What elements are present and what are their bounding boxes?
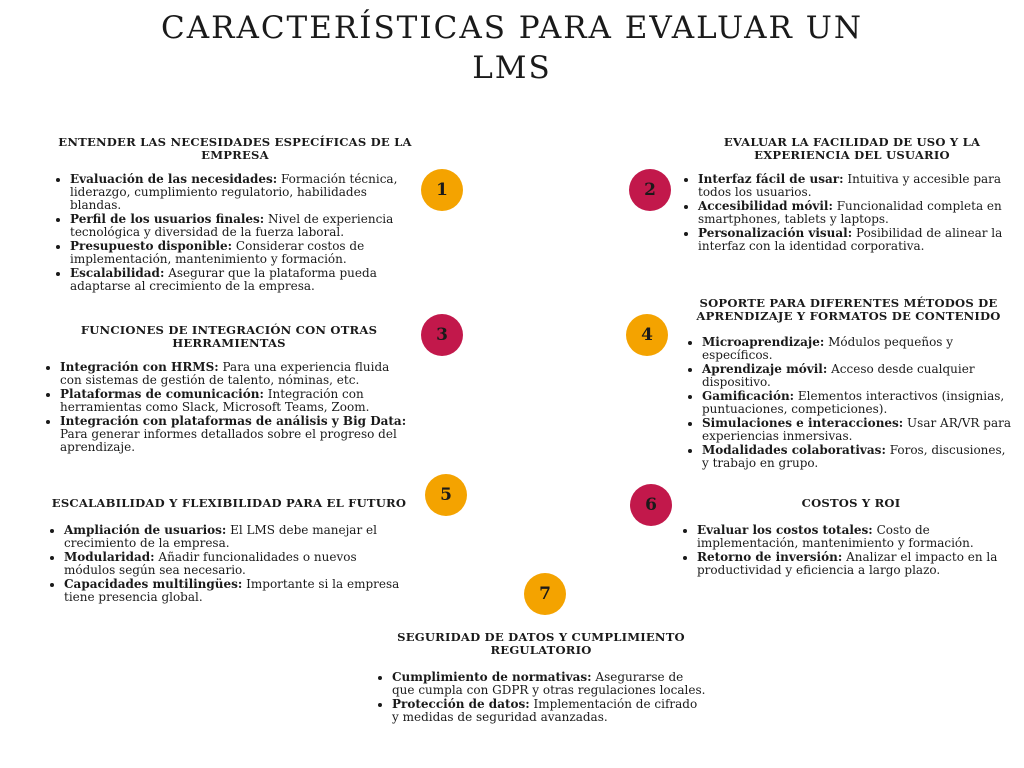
section-integration — [44, 324, 414, 455]
item-term: Escalabilidad: — [70, 266, 165, 280]
list-item — [64, 524, 410, 550]
item-text: Para una experiencia fluida con sistemas de gestión de talento, nóminas, etc. — [60, 360, 390, 387]
item-term: Evaluación de las necesidades: — [70, 172, 278, 186]
item-term: Cumplimiento de normativas: — [392, 670, 592, 684]
list-item — [392, 698, 706, 724]
item-text: Analizar el impacto en la productividad y eficiencia a largo plazo. — [697, 550, 998, 577]
item-text: Añadir funcionalidades o nuevos módulos según sea necesario. — [64, 550, 357, 577]
list-item — [698, 227, 1022, 253]
list-item — [392, 671, 706, 697]
item-text: Intuitiva y accesible para todos los usuarios. — [698, 172, 1002, 199]
section-heading: EVALUAR LA FACILIDAD DE USO Y LA EXPERIENCIA DEL USUARIO — [723, 135, 981, 162]
section-learning-methods — [686, 297, 1011, 471]
list-item — [697, 524, 1021, 550]
number-badge-5: 5 — [425, 474, 467, 516]
item-term: Aprendizaje móvil: — [702, 362, 828, 376]
item-text: Acceso desde cualquier dispositivo. — [702, 362, 975, 389]
number-badge-4: 4 — [626, 314, 668, 356]
list-item — [702, 363, 1011, 389]
list-item — [702, 336, 1011, 362]
section-heading: SOPORTE PARA DIFERENTES MÉTODOS DE APRENDIZAJE Y FORMATOS DE CONTENIDO — [696, 296, 1001, 323]
list-item — [70, 267, 420, 293]
list-item — [698, 173, 1022, 199]
list-item — [698, 200, 1022, 226]
item-term: Accesibilidad móvil: — [698, 199, 833, 213]
item-text: Asegurar que la plataforma pueda adaptarse al crecimiento de la empresa. — [70, 266, 377, 293]
list-item — [70, 173, 420, 212]
item-text: Para generar informes detallados sobre el progreso del aprendizaje. — [60, 427, 397, 454]
item-text: Usar AR/VR para experiencias inmersivas. — [702, 416, 1012, 443]
page-title: CARACTERÍSTICAS PARA EVALUAR UN LMS — [161, 10, 863, 86]
item-term: Gamificación: — [702, 389, 795, 403]
number-badge-1: 1 — [421, 169, 463, 211]
item-term: Evaluar los costos totales: — [697, 523, 873, 537]
list-item — [697, 551, 1021, 577]
item-text: Funcionalidad completa en smartphones, tablets y laptops. — [698, 199, 1002, 226]
number-badge-2: 2 — [629, 169, 671, 211]
item-text: Considerar costos de implementación, mantenimiento y formación. — [70, 239, 365, 266]
list-item — [60, 361, 414, 387]
item-term: Presupuesto disponible: — [70, 239, 233, 253]
item-term: Modularidad: — [64, 550, 155, 564]
item-term: Retorno de inversión: — [697, 550, 843, 564]
number-badge-6: 6 — [630, 484, 672, 526]
item-text: Integración con herramientas como Slack, Microsoft Teams, Zoom. — [60, 387, 370, 414]
number-badge-3: 3 — [421, 314, 463, 356]
item-text: Costo de implementación, mantenimiento y formación. — [697, 523, 974, 550]
section-heading: ENTENDER LAS NECESIDADES ESPECÍFICAS DE LA EMPRESA — [58, 135, 412, 162]
item-text: Importante si la empresa tiene presencia global. — [64, 577, 400, 604]
item-text: Asegurarse de que cumpla con GDPR y otras regulaciones locales. — [392, 670, 706, 697]
item-term: Perfil de los usuarios finales: — [70, 212, 265, 226]
list-item — [70, 240, 420, 266]
list-item — [702, 444, 1011, 470]
section-usability — [682, 136, 1022, 254]
list-item — [64, 578, 410, 604]
section-heading: COSTOS Y ROI — [801, 496, 901, 510]
section-heading: ESCALABILIDAD Y FLEXIBILIDAD PARA EL FUTURO — [51, 496, 407, 510]
list-item — [702, 390, 1011, 416]
item-text: Foros, discusiones, y trabajo en grupo. — [702, 443, 1006, 470]
item-term: Integración con HRMS: — [60, 360, 219, 374]
item-text: Elementos interactivos (insignias, puntuaciones, competiciones). — [702, 389, 1005, 416]
item-text: Formación técnica, liderazgo, cumplimiento regulatorio, habilidades blandas. — [70, 172, 398, 212]
item-text: Nivel de experiencia tecnológica y diversidad de la fuerza laboral. — [70, 212, 394, 239]
section-heading: SEGURIDAD DE DATOS Y CUMPLIMIENTO REGULATORIO — [397, 630, 685, 657]
item-term: Microaprendizaje: — [702, 335, 825, 349]
list-item — [70, 213, 420, 239]
item-term: Simulaciones e interacciones: — [702, 416, 904, 430]
section-data-security — [376, 631, 706, 725]
item-text: El LMS debe manejar el crecimiento de la empresa. — [64, 523, 377, 550]
item-term: Modalidades colaborativas: — [702, 443, 886, 457]
list-item — [60, 415, 414, 454]
section-scalability — [48, 497, 410, 605]
item-term: Ampliación de usuarios: — [64, 523, 227, 537]
item-term: Plataformas de comunicación: — [60, 387, 264, 401]
item-text: Módulos pequeños y específicos. — [702, 335, 954, 362]
item-term: Protección de datos: — [392, 697, 530, 711]
number-badge-7: 7 — [524, 573, 566, 615]
list-item — [702, 417, 1011, 443]
item-term: Interfaz fácil de usar: — [698, 172, 844, 186]
item-text: Posibilidad de alinear la interfaz con la identidad corporativa. — [698, 226, 1003, 253]
item-term: Integración con plataformas de análisis y Big Data: — [60, 414, 407, 428]
item-term: Capacidades multilingües: — [64, 577, 243, 591]
list-item — [60, 388, 414, 414]
item-text: Implementación de cifrado y medidas de seguridad avanzadas. — [392, 697, 698, 724]
section-costs-roi — [681, 497, 1021, 578]
section-needs — [50, 136, 420, 294]
section-heading: FUNCIONES DE INTEGRACIÓN CON OTRAS HERRAMIENTAS — [80, 323, 378, 350]
item-term: Personalización visual: — [698, 226, 853, 240]
list-item — [64, 551, 410, 577]
